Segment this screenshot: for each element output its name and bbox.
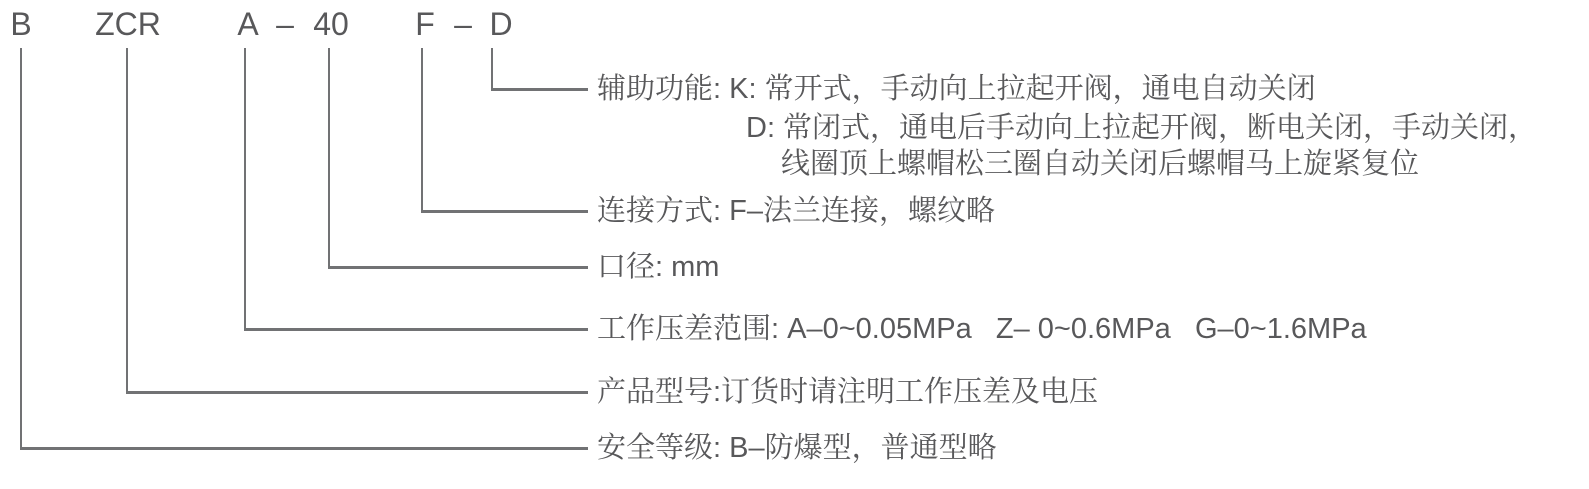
leader-horizontal-safety [20,447,588,450]
leader-horizontal-aux [491,88,588,91]
label-aux-function-line3: 线圈顶上螺帽松三圈自动关闭后螺帽马上旋紧复位 [781,148,1420,180]
label-connection-type: 连接方式: F–法兰连接，螺纹略 [597,195,995,227]
leader-vertical-diameter [328,48,330,269]
code-segment-diameter: 40 [313,6,349,42]
label-diameter: 口径: mm [597,251,720,283]
leader-vertical-connection [421,48,423,213]
leader-horizontal-series [126,391,588,394]
leader-vertical-aux [491,48,493,91]
leader-horizontal-pressure [244,328,588,331]
code-segment-aux: D [489,6,513,42]
label-aux-function-line2: D: 常闭式，通电后手动向上拉起开阀，断电关闭，手动关闭， [746,112,1538,144]
label-safety-grade: 安全等级: B–防爆型，普通型略 [597,432,997,464]
code-segment-pressure: A [237,6,259,42]
code-segment-series: ZCR [95,6,161,42]
label-product-model: 产品型号:订货时请注明工作压差及电压 [597,376,1099,408]
label-aux-function-line1: 辅助功能: K: 常开式，手动向上拉起开阀，通电自动关闭 [597,73,1316,105]
code-dash-1: – [276,6,294,42]
code-segment-safety: B [10,6,32,42]
code-segment-connection: F [415,6,435,42]
code-dash-2: – [454,6,472,42]
leader-vertical-series [126,48,128,394]
leader-vertical-safety [20,48,22,450]
label-working-pressure: 工作压差范围: A–0~0.05MPa Z– 0~0.6MPa G–0~1.6MPa [597,313,1367,345]
leader-vertical-pressure [244,48,246,331]
leader-horizontal-connection [421,210,588,213]
leader-horizontal-diameter [328,266,588,269]
